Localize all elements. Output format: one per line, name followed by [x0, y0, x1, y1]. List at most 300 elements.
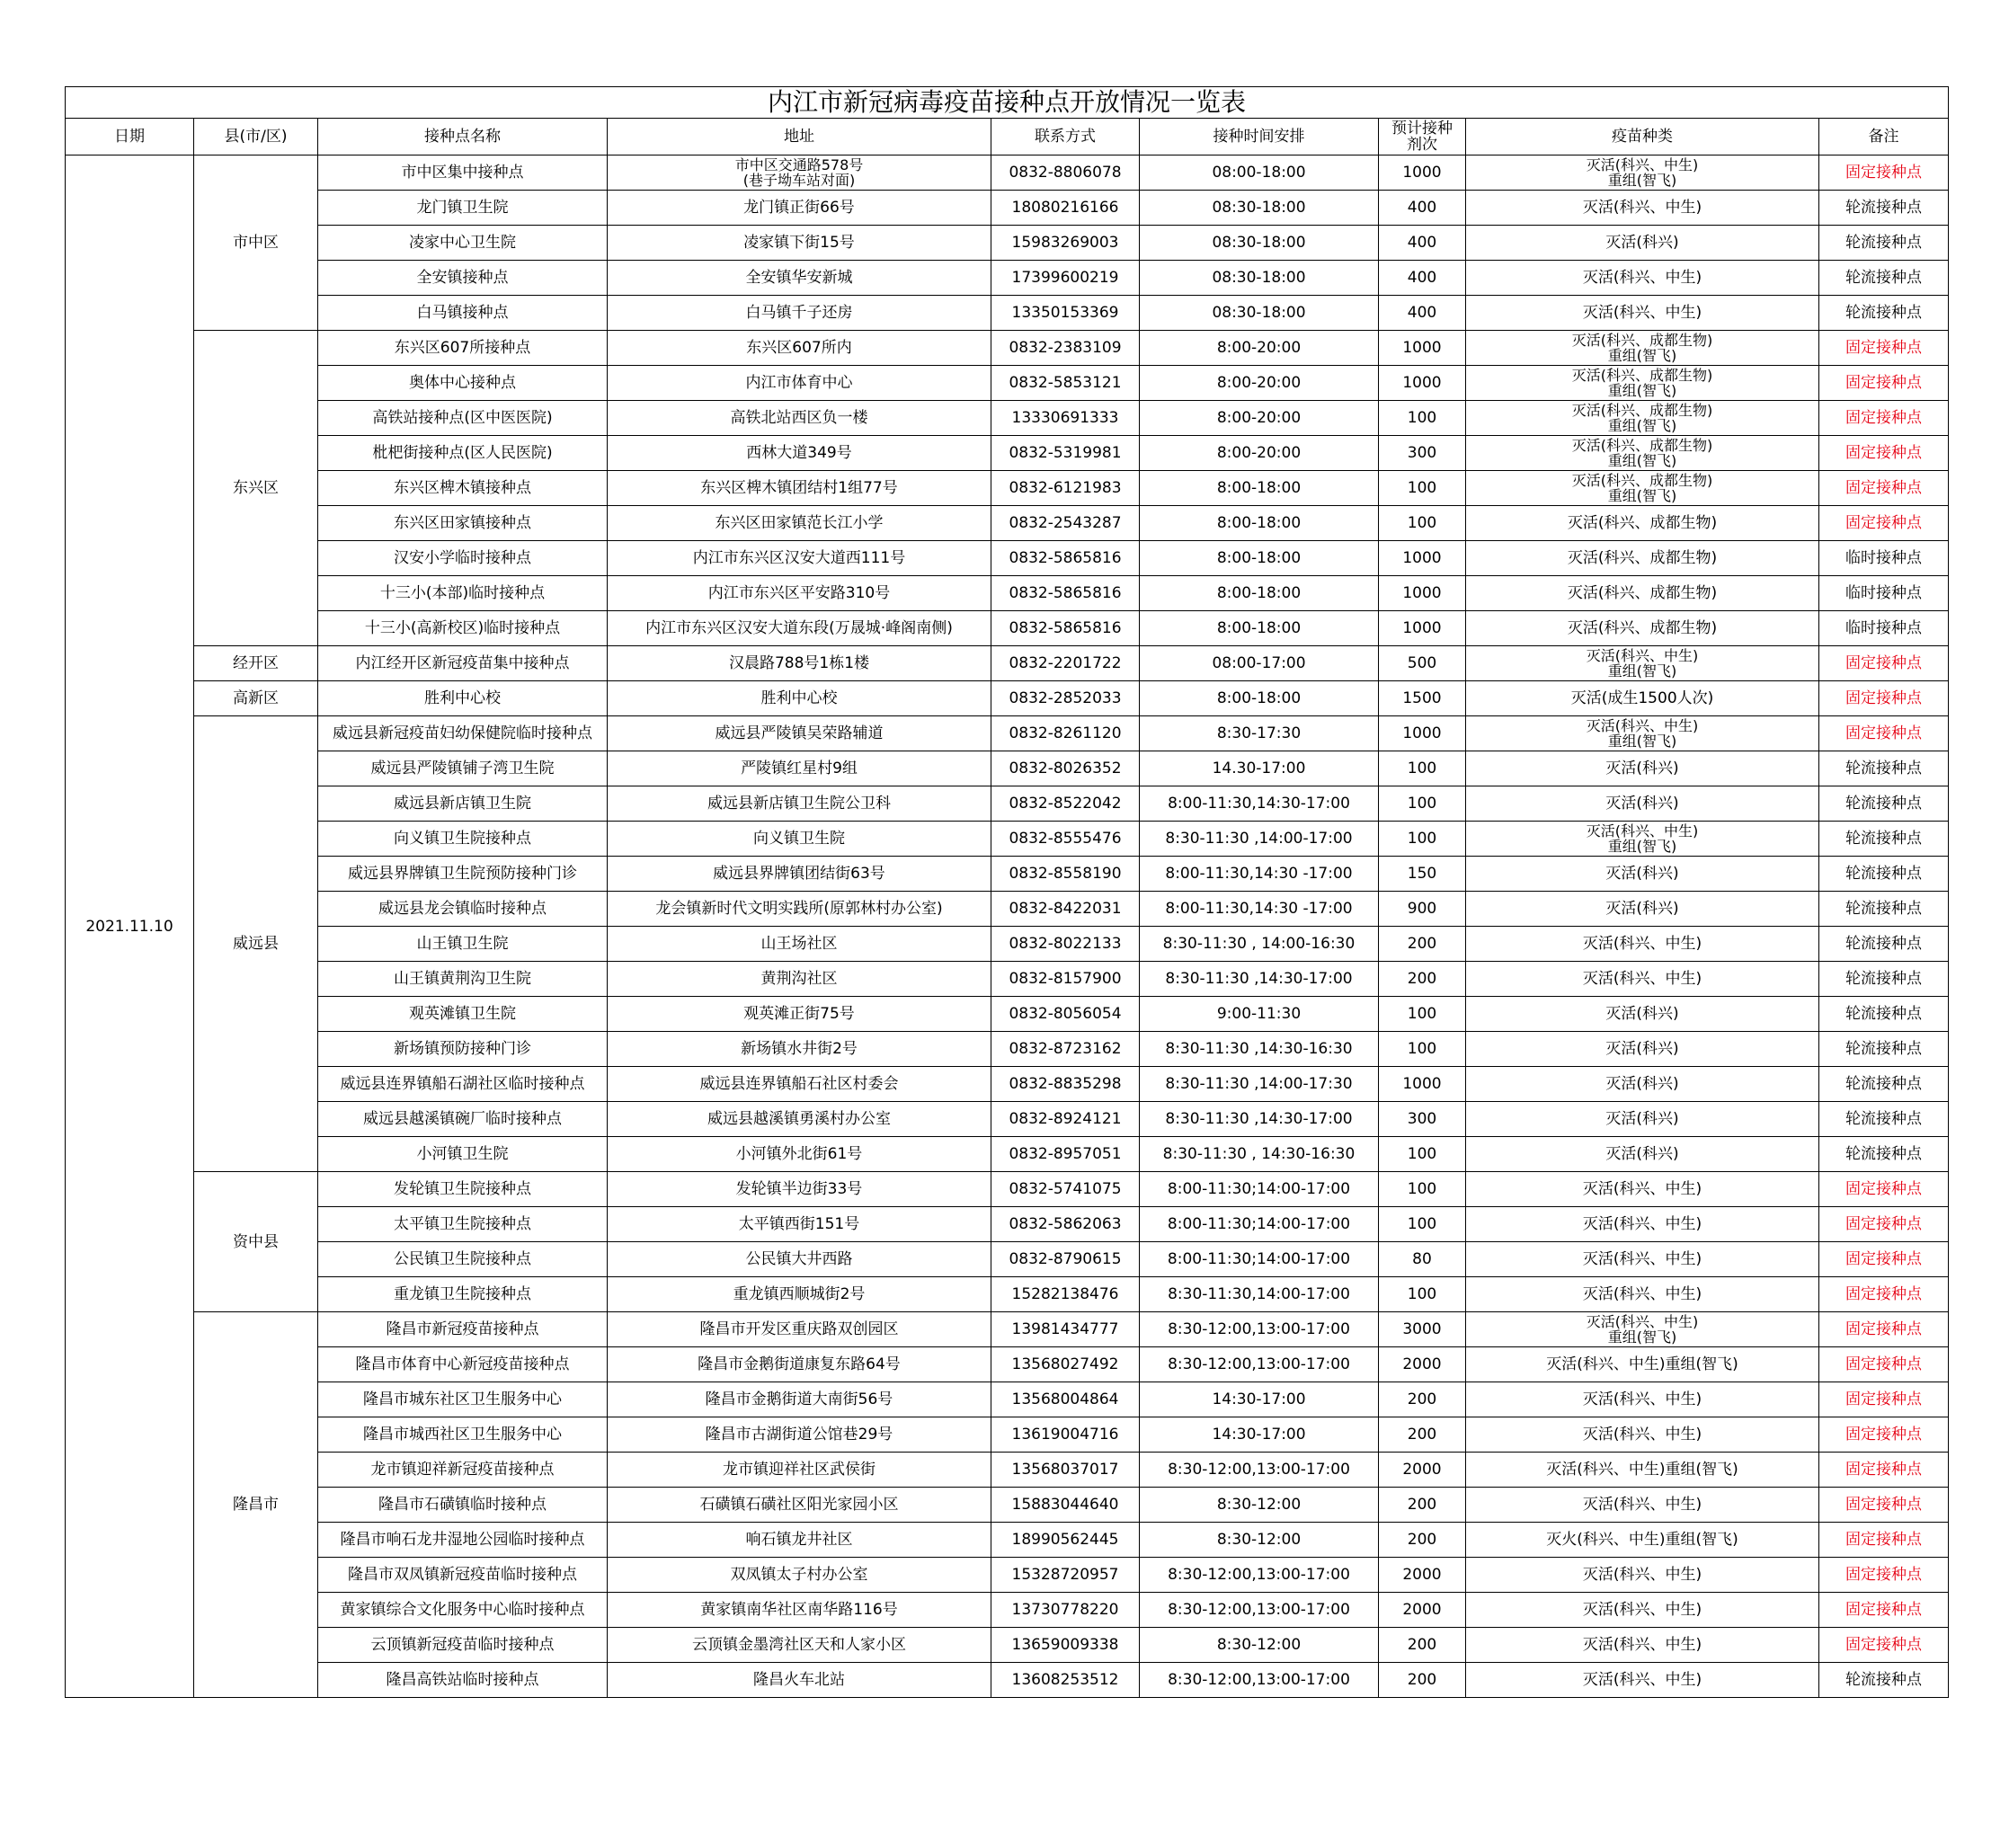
doses-cell: 900	[1379, 892, 1466, 927]
table-row	[66, 1137, 1949, 1172]
remark-cell: 固定接种点	[1819, 1347, 1949, 1382]
site-name-cell: 新场镇预防接种门诊	[318, 1032, 608, 1067]
schedule-cell: 08:00-18:00	[1140, 155, 1379, 191]
schedule-cell: 8:00-18:00	[1140, 506, 1379, 541]
vaccine-type-cell: 灭活(科兴、中生) 重组(智飞)	[1466, 716, 1819, 751]
remark-cell: 轮流接种点	[1819, 1032, 1949, 1067]
doses-cell: 500	[1379, 646, 1466, 681]
remark-cell: 固定接种点	[1819, 646, 1949, 681]
remark-cell: 轮流接种点	[1819, 261, 1949, 296]
district-cell: 威远县	[194, 716, 318, 1172]
contact-cell: 13659009338	[991, 1628, 1140, 1663]
doses-cell: 200	[1379, 927, 1466, 962]
table-row	[66, 1242, 1949, 1277]
address-cell: 威远县新店镇卫生院公卫科	[608, 786, 991, 822]
schedule-cell: 8:30-12:00,13:00-17:00	[1140, 1593, 1379, 1628]
table-row	[66, 786, 1949, 822]
schedule-cell: 8:30-12:00	[1140, 1488, 1379, 1523]
site-name-cell: 观英滩镇卫生院	[318, 997, 608, 1032]
schedule-cell: 8:00-20:00	[1140, 366, 1379, 401]
schedule-cell: 8:00-11:30,14:30 -17:00	[1140, 857, 1379, 892]
vaccine-type-cell: 灭活(科兴、中生)	[1466, 261, 1819, 296]
doses-cell: 100	[1379, 1207, 1466, 1242]
remark-cell: 轮流接种点	[1819, 191, 1949, 226]
doses-cell: 2000	[1379, 1593, 1466, 1628]
remark-cell: 固定接种点	[1819, 681, 1949, 716]
contact-cell: 13568004864	[991, 1382, 1140, 1417]
address-cell: 凌家镇下街15号	[608, 226, 991, 261]
table-row	[66, 506, 1949, 541]
remark-cell: 固定接种点	[1819, 1417, 1949, 1453]
site-name-cell: 内江经开区新冠疫苗集中接种点	[318, 646, 608, 681]
site-name-cell: 全安镇接种点	[318, 261, 608, 296]
address-cell: 高铁北站西区负一楼	[608, 401, 991, 436]
schedule-cell: 8:00-18:00	[1140, 471, 1379, 506]
vaccine-type-cell: 灭活(科兴、成都生物)	[1466, 576, 1819, 611]
table-row	[66, 226, 1949, 261]
site-name-cell: 市中区集中接种点	[318, 155, 608, 191]
site-name-cell: 威远县越溪镇碗厂临时接种点	[318, 1102, 608, 1137]
doses-cell: 1000	[1379, 155, 1466, 191]
vaccine-type-cell: 灭活(科兴、中生) 重组(智飞)	[1466, 646, 1819, 681]
address-cell: 威远县越溪镇勇溪村办公室	[608, 1102, 991, 1137]
contact-cell: 0832-5319981	[991, 436, 1140, 471]
table-row	[66, 892, 1949, 927]
table-row	[66, 436, 1949, 471]
doses-cell: 200	[1379, 1488, 1466, 1523]
remark-cell: 固定接种点	[1819, 1488, 1949, 1523]
schedule-cell: 08:00-17:00	[1140, 646, 1379, 681]
schedule-cell: 8:30-11:30 ,14:00-17:30	[1140, 1067, 1379, 1102]
doses-cell: 100	[1379, 1172, 1466, 1207]
remark-cell: 固定接种点	[1819, 436, 1949, 471]
doses-cell: 1000	[1379, 541, 1466, 576]
table-row	[66, 611, 1949, 646]
doses-cell: 400	[1379, 296, 1466, 331]
contact-cell: 15328720957	[991, 1558, 1140, 1593]
remark-cell: 轮流接种点	[1819, 927, 1949, 962]
remark-cell: 固定接种点	[1819, 1277, 1949, 1312]
table-row	[66, 1453, 1949, 1488]
address-cell: 隆昌市金鹅街道大南街56号	[608, 1382, 991, 1417]
address-cell: 小河镇外北街61号	[608, 1137, 991, 1172]
doses-cell: 400	[1379, 191, 1466, 226]
vaccine-type-cell: 灭活(科兴)	[1466, 751, 1819, 786]
vaccine-type-cell: 灭活(科兴、中生)	[1466, 296, 1819, 331]
address-cell: 内江市体育中心	[608, 366, 991, 401]
vaccine-type-cell: 灭活(科兴)	[1466, 997, 1819, 1032]
site-name-cell: 隆昌市双凤镇新冠疫苗临时接种点	[318, 1558, 608, 1593]
schedule-cell: 8:00-11:30;14:00-17:00	[1140, 1242, 1379, 1277]
header-doses: 预计接种 剂次	[1379, 119, 1466, 155]
schedule-cell: 8:30-11:30 ,14:30-17:00	[1140, 962, 1379, 997]
table-row	[66, 1628, 1949, 1663]
vaccine-type-cell: 灭活(科兴)	[1466, 786, 1819, 822]
contact-cell: 0832-8022133	[991, 927, 1140, 962]
remark-cell: 固定接种点	[1819, 471, 1949, 506]
table-row	[66, 822, 1949, 857]
table-row	[66, 1347, 1949, 1382]
address-cell: 东兴区607所内	[608, 331, 991, 366]
address-cell: 公民镇大井西路	[608, 1242, 991, 1277]
site-name-cell: 龙市镇迎祥新冠疫苗接种点	[318, 1453, 608, 1488]
site-name-cell: 黄家镇综合文化服务中心临时接种点	[318, 1593, 608, 1628]
table-row	[66, 1172, 1949, 1207]
site-name-cell: 发轮镇卫生院接种点	[318, 1172, 608, 1207]
site-name-cell: 十三小(本部)临时接种点	[318, 576, 608, 611]
site-name-cell: 公民镇卫生院接种点	[318, 1242, 608, 1277]
schedule-cell: 08:30-18:00	[1140, 191, 1379, 226]
vaccine-type-cell: 灭活(科兴、中生)	[1466, 962, 1819, 997]
doses-cell: 300	[1379, 436, 1466, 471]
header-district: 县(市/区)	[194, 119, 318, 155]
schedule-cell: 8:30-11:30,14:00-17:00	[1140, 1277, 1379, 1312]
schedule-cell: 8:30-11:30 ,14:30-16:30	[1140, 1032, 1379, 1067]
address-cell: 东兴区田家镇范长江小学	[608, 506, 991, 541]
doses-cell: 1000	[1379, 1067, 1466, 1102]
header-schedule: 接种时间安排	[1140, 119, 1379, 155]
vaccine-type-cell: 灭活(科兴、中生)	[1466, 1593, 1819, 1628]
vaccine-type-cell: 灭活(科兴)	[1466, 1102, 1819, 1137]
remark-cell: 固定接种点	[1819, 716, 1949, 751]
address-cell: 隆昌火车北站	[608, 1663, 991, 1698]
site-name-cell: 汉安小学临时接种点	[318, 541, 608, 576]
schedule-cell: 8:30-12:00	[1140, 1523, 1379, 1558]
schedule-cell: 8:30-11:30 ,14:00-17:00	[1140, 822, 1379, 857]
remark-cell: 轮流接种点	[1819, 1067, 1949, 1102]
address-cell: 胜利中心校	[608, 681, 991, 716]
contact-cell: 0832-8157900	[991, 962, 1140, 997]
schedule-cell: 8:30-11:30 , 14:00-16:30	[1140, 927, 1379, 962]
vaccine-type-cell: 灭活(科兴、成都生物) 重组(智飞)	[1466, 331, 1819, 366]
vaccine-type-cell: 灭活(科兴、中生)	[1466, 1172, 1819, 1207]
vaccination-sites-table	[65, 86, 1949, 1698]
table-row	[66, 1523, 1949, 1558]
site-name-cell: 小河镇卫生院	[318, 1137, 608, 1172]
address-cell: 双凤镇太子村办公室	[608, 1558, 991, 1593]
site-name-cell: 凌家中心卫生院	[318, 226, 608, 261]
contact-cell: 13330691333	[991, 401, 1140, 436]
remark-cell: 轮流接种点	[1819, 1663, 1949, 1698]
district-cell: 资中县	[194, 1172, 318, 1312]
contact-cell: 0832-2543287	[991, 506, 1140, 541]
remark-cell: 固定接种点	[1819, 1453, 1949, 1488]
remark-cell: 固定接种点	[1819, 1382, 1949, 1417]
doses-cell: 2000	[1379, 1453, 1466, 1488]
site-name-cell: 隆昌市新冠疫苗接种点	[318, 1312, 608, 1347]
address-cell: 隆昌市开发区重庆路双创园区	[608, 1312, 991, 1347]
site-name-cell: 隆昌市石磺镇临时接种点	[318, 1488, 608, 1523]
address-cell: 白马镇千子还房	[608, 296, 991, 331]
vaccine-type-cell: 灭活(科兴、中生)	[1466, 1277, 1819, 1312]
remark-cell: 固定接种点	[1819, 1523, 1949, 1558]
contact-cell: 0832-5853121	[991, 366, 1140, 401]
address-cell: 新场镇水井街2号	[608, 1032, 991, 1067]
vaccine-type-cell: 灭活(科兴)	[1466, 226, 1819, 261]
table-row	[66, 191, 1949, 226]
site-name-cell: 威远县界牌镇卫生院预防接种门诊	[318, 857, 608, 892]
table-row	[66, 471, 1949, 506]
schedule-cell: 8:30-11:30 , 14:30-16:30	[1140, 1137, 1379, 1172]
remark-cell: 临时接种点	[1819, 541, 1949, 576]
doses-cell: 80	[1379, 1242, 1466, 1277]
contact-cell: 0832-8261120	[991, 716, 1140, 751]
site-name-cell: 高铁站接种点(区中医医院)	[318, 401, 608, 436]
contact-cell: 0832-5862063	[991, 1207, 1140, 1242]
site-name-cell: 隆昌高铁站临时接种点	[318, 1663, 608, 1698]
table-row	[66, 716, 1949, 751]
address-cell: 山王场社区	[608, 927, 991, 962]
table-row	[66, 1663, 1949, 1698]
remark-cell: 固定接种点	[1819, 1242, 1949, 1277]
doses-cell: 100	[1379, 506, 1466, 541]
district-cell: 东兴区	[194, 331, 318, 646]
remark-cell: 轮流接种点	[1819, 226, 1949, 261]
contact-cell: 0832-5865816	[991, 611, 1140, 646]
header-remark: 备注	[1819, 119, 1949, 155]
remark-cell: 轮流接种点	[1819, 751, 1949, 786]
schedule-cell: 08:30-18:00	[1140, 261, 1379, 296]
district-cell: 经开区	[194, 646, 318, 681]
vaccine-type-cell: 灭活(成生1500人次)	[1466, 681, 1819, 716]
site-name-cell: 隆昌市城西社区卫生服务中心	[318, 1417, 608, 1453]
table-row	[66, 401, 1949, 436]
table-row	[66, 155, 1949, 191]
contact-cell: 15282138476	[991, 1277, 1140, 1312]
schedule-cell: 8:00-11:30;14:00-17:00	[1140, 1207, 1379, 1242]
table-row	[66, 681, 1949, 716]
contact-cell: 13608253512	[991, 1663, 1140, 1698]
header-site-name: 接种点名称	[318, 119, 608, 155]
doses-cell: 1000	[1379, 716, 1466, 751]
site-name-cell: 东兴区田家镇接种点	[318, 506, 608, 541]
remark-cell: 固定接种点	[1819, 1628, 1949, 1663]
address-cell: 威远县连界镇船石社区村委会	[608, 1067, 991, 1102]
contact-cell: 13350153369	[991, 296, 1140, 331]
vaccine-type-cell: 灭活(科兴、中生)	[1466, 1382, 1819, 1417]
doses-cell: 100	[1379, 822, 1466, 857]
vaccine-type-cell: 灭活(科兴)	[1466, 1137, 1819, 1172]
contact-cell: 0832-5865816	[991, 576, 1140, 611]
contact-cell: 0832-8723162	[991, 1032, 1140, 1067]
contact-cell: 0832-5741075	[991, 1172, 1140, 1207]
table-row	[66, 1593, 1949, 1628]
address-cell: 黄荆沟社区	[608, 962, 991, 997]
remark-cell: 固定接种点	[1819, 1207, 1949, 1242]
table-row	[66, 366, 1949, 401]
address-cell: 龙市镇迎祥社区武侯街	[608, 1453, 991, 1488]
remark-cell: 固定接种点	[1819, 155, 1949, 191]
address-cell: 内江市东兴区汉安大道西111号	[608, 541, 991, 576]
vaccine-type-cell: 灭活(科兴、成都生物) 重组(智飞)	[1466, 471, 1819, 506]
site-name-cell: 白马镇接种点	[318, 296, 608, 331]
contact-cell: 0832-8558190	[991, 857, 1140, 892]
site-name-cell: 威远县新店镇卫生院	[318, 786, 608, 822]
address-cell: 观英滩正街75号	[608, 997, 991, 1032]
site-name-cell: 十三小(高新校区)临时接种点	[318, 611, 608, 646]
schedule-cell: 8:00-20:00	[1140, 436, 1379, 471]
site-name-cell: 山王镇黄荆沟卫生院	[318, 962, 608, 997]
district-cell: 市中区	[194, 155, 318, 331]
vaccine-type-cell: 灭活(科兴、中生)	[1466, 191, 1819, 226]
contact-cell: 0832-6121983	[991, 471, 1140, 506]
vaccine-type-cell: 灭活(科兴、中生)	[1466, 1488, 1819, 1523]
vaccine-type-cell: 灭活(科兴)	[1466, 1067, 1819, 1102]
contact-cell: 0832-8555476	[991, 822, 1140, 857]
remark-cell: 轮流接种点	[1819, 857, 1949, 892]
doses-cell: 400	[1379, 226, 1466, 261]
site-name-cell: 威远县龙会镇临时接种点	[318, 892, 608, 927]
remark-cell: 轮流接种点	[1819, 892, 1949, 927]
contact-cell: 0832-8924121	[991, 1102, 1140, 1137]
schedule-cell: 8:00-18:00	[1140, 681, 1379, 716]
vaccine-type-cell: 灭活(科兴、中生)	[1466, 927, 1819, 962]
address-cell: 内江市东兴区平安路310号	[608, 576, 991, 611]
vaccine-type-cell: 灭火(科兴、中生)重组(智飞)	[1466, 1523, 1819, 1558]
address-cell: 隆昌市金鹅街道康复东路64号	[608, 1347, 991, 1382]
table-row	[66, 962, 1949, 997]
schedule-cell: 08:30-18:00	[1140, 226, 1379, 261]
table-row	[66, 997, 1949, 1032]
site-name-cell: 枇杷街接种点(区人民医院)	[318, 436, 608, 471]
doses-cell: 100	[1379, 751, 1466, 786]
vaccine-type-cell: 灭活(科兴、成都生物) 重组(智飞)	[1466, 401, 1819, 436]
remark-cell: 固定接种点	[1819, 1312, 1949, 1347]
table-row	[66, 1207, 1949, 1242]
contact-cell: 0832-8422031	[991, 892, 1140, 927]
site-name-cell: 隆昌市响石龙井湿地公园临时接种点	[318, 1523, 608, 1558]
remark-cell: 固定接种点	[1819, 1172, 1949, 1207]
contact-cell: 0832-8957051	[991, 1137, 1140, 1172]
address-cell: 东兴区椑木镇团结村1组77号	[608, 471, 991, 506]
address-cell: 西林大道349号	[608, 436, 991, 471]
table-body	[66, 155, 1949, 1698]
contact-cell: 15883044640	[991, 1488, 1140, 1523]
vaccine-type-cell: 灭活(科兴、中生)重组(智飞)	[1466, 1347, 1819, 1382]
schedule-cell: 8:00-20:00	[1140, 401, 1379, 436]
schedule-cell: 14:30-17:00	[1140, 1382, 1379, 1417]
doses-cell: 100	[1379, 1137, 1466, 1172]
contact-cell: 17399600219	[991, 261, 1140, 296]
schedule-cell: 14.30-17:00	[1140, 751, 1379, 786]
remark-cell: 轮流接种点	[1819, 1102, 1949, 1137]
contact-cell: 0832-8026352	[991, 751, 1140, 786]
table-row	[66, 646, 1949, 681]
vaccine-type-cell: 灭活(科兴、中生)	[1466, 1663, 1819, 1698]
contact-cell: 0832-5865816	[991, 541, 1140, 576]
contact-cell: 0832-8790615	[991, 1242, 1140, 1277]
contact-cell: 0832-2852033	[991, 681, 1140, 716]
site-name-cell: 隆昌市体育中心新冠疫苗接种点	[318, 1347, 608, 1382]
table-row	[66, 1382, 1949, 1417]
vaccine-type-cell: 灭活(科兴、成都生物)	[1466, 541, 1819, 576]
remark-cell: 固定接种点	[1819, 401, 1949, 436]
table-row	[66, 857, 1949, 892]
schedule-cell: 8:30-12:00,13:00-17:00	[1140, 1663, 1379, 1698]
contact-cell: 0832-8806078	[991, 155, 1140, 191]
address-cell: 威远县界牌镇团结街63号	[608, 857, 991, 892]
vaccine-type-cell: 灭活(科兴、中生)	[1466, 1242, 1819, 1277]
schedule-cell: 8:00-18:00	[1140, 541, 1379, 576]
contact-cell: 0832-2201722	[991, 646, 1140, 681]
address-cell: 响石镇龙井社区	[608, 1523, 991, 1558]
vaccine-type-cell: 灭活(科兴、成都生物) 重组(智飞)	[1466, 366, 1819, 401]
contact-cell: 18990562445	[991, 1523, 1140, 1558]
header-date: 日期	[66, 119, 194, 155]
remark-cell: 临时接种点	[1819, 611, 1949, 646]
schedule-cell: 8:00-18:00	[1140, 576, 1379, 611]
doses-cell: 200	[1379, 1663, 1466, 1698]
doses-cell: 100	[1379, 786, 1466, 822]
table-title: 内江市新冠病毒疫苗接种点开放情况一览表	[66, 87, 1949, 119]
vaccine-type-cell: 灭活(科兴)	[1466, 892, 1819, 927]
district-cell: 隆昌市	[194, 1312, 318, 1698]
address-cell: 隆昌市古湖街道公馆巷29号	[608, 1417, 991, 1453]
doses-cell: 1000	[1379, 576, 1466, 611]
contact-cell: 0832-8835298	[991, 1067, 1140, 1102]
address-cell: 市中区交通路578号 (巷子坳车站对面)	[608, 155, 991, 191]
address-cell: 发轮镇半边街33号	[608, 1172, 991, 1207]
doses-cell: 200	[1379, 1382, 1466, 1417]
table-row	[66, 1417, 1949, 1453]
remark-cell: 固定接种点	[1819, 506, 1949, 541]
remark-cell: 轮流接种点	[1819, 822, 1949, 857]
doses-cell: 200	[1379, 1628, 1466, 1663]
doses-cell: 100	[1379, 471, 1466, 506]
contact-cell: 15983269003	[991, 226, 1140, 261]
vaccine-type-cell: 灭活(科兴、中生)	[1466, 1628, 1819, 1663]
table-row	[66, 1102, 1949, 1137]
schedule-cell: 8:30-12:00,13:00-17:00	[1140, 1312, 1379, 1347]
vaccine-type-cell: 灭活(科兴、成都生物)	[1466, 506, 1819, 541]
doses-cell: 1500	[1379, 681, 1466, 716]
doses-cell: 1000	[1379, 611, 1466, 646]
schedule-cell: 8:30-17:30	[1140, 716, 1379, 751]
schedule-cell: 08:30-18:00	[1140, 296, 1379, 331]
address-cell: 龙会镇新时代文明实践所(原郭林村办公室)	[608, 892, 991, 927]
contact-cell: 0832-2383109	[991, 331, 1140, 366]
table-row	[66, 751, 1949, 786]
schedule-cell: 8:30-12:00,13:00-17:00	[1140, 1347, 1379, 1382]
vaccine-type-cell: 灭活(科兴、中生)	[1466, 1207, 1819, 1242]
site-name-cell: 东兴区607所接种点	[318, 331, 608, 366]
remark-cell: 轮流接种点	[1819, 962, 1949, 997]
contact-cell: 0832-8522042	[991, 786, 1140, 822]
doses-cell: 200	[1379, 962, 1466, 997]
site-name-cell: 隆昌市城东社区卫生服务中心	[318, 1382, 608, 1417]
address-cell: 汉晨路788号1栋1楼	[608, 646, 991, 681]
schedule-cell: 14:30-17:00	[1140, 1417, 1379, 1453]
doses-cell: 3000	[1379, 1312, 1466, 1347]
district-cell: 高新区	[194, 681, 318, 716]
schedule-cell: 8:30-11:30 ,14:30-17:00	[1140, 1102, 1379, 1137]
schedule-cell: 8:30-12:00,13:00-17:00	[1140, 1558, 1379, 1593]
date-cell: 2021.11.10	[66, 155, 194, 1698]
schedule-cell: 8:30-12:00,13:00-17:00	[1140, 1453, 1379, 1488]
contact-cell: 13619004716	[991, 1417, 1140, 1453]
site-name-cell: 威远县严陵镇铺子湾卫生院	[318, 751, 608, 786]
site-name-cell: 东兴区椑木镇接种点	[318, 471, 608, 506]
doses-cell: 1000	[1379, 331, 1466, 366]
address-cell: 太平镇西街151号	[608, 1207, 991, 1242]
table-row	[66, 1488, 1949, 1523]
remark-cell: 固定接种点	[1819, 331, 1949, 366]
address-cell: 全安镇华安新城	[608, 261, 991, 296]
contact-cell: 18080216166	[991, 191, 1140, 226]
table-row	[66, 1312, 1949, 1347]
doses-cell: 100	[1379, 1032, 1466, 1067]
address-cell: 重龙镇西顺城街2号	[608, 1277, 991, 1312]
